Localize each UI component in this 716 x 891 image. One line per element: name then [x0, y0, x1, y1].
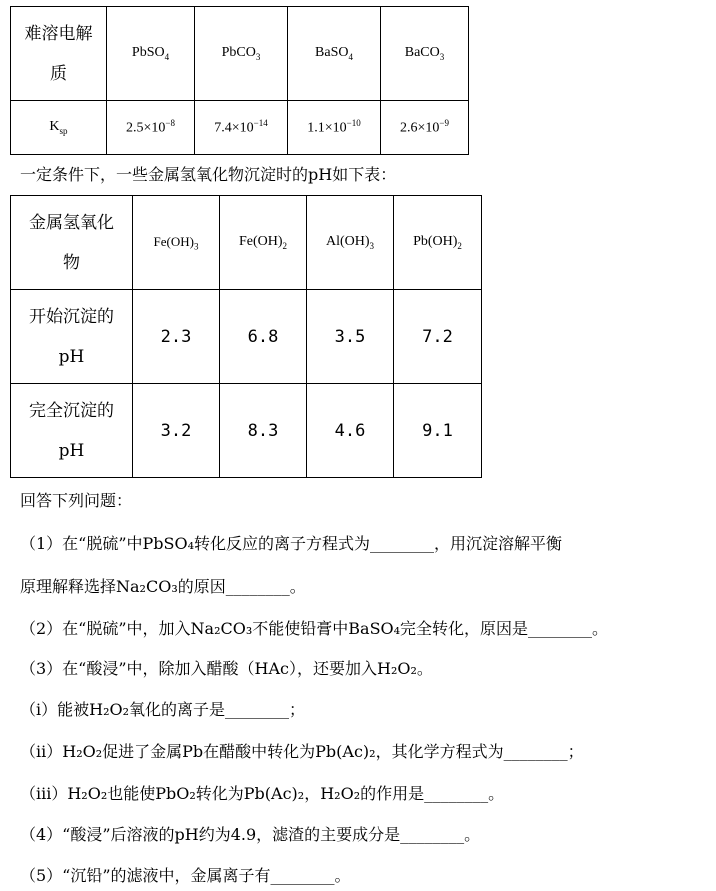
ksp-value-baco3: $2.6\times 10^{-9}$ [381, 101, 469, 155]
hydroxide-header-pboh2: $Pb(OH)_2$ [394, 196, 482, 290]
question-3-ii: （ii）H₂O₂促进了金属Pb在醋酸中转化为Pb(Ac)₂，其化学方程式为________； [20, 742, 584, 761]
complete-value-feoh2: 8.3 [220, 384, 307, 478]
question-2: （2）在“脱硫”中，加入Na₂CO₃不能使铅膏中BaSO₄完全转化，原因是________。 [20, 619, 609, 638]
start-value-aloh3: 3.5 [307, 290, 394, 384]
ksp-value-baso4: $1.1\times 10^{-10}$ [288, 101, 381, 155]
ksp-header-pbso4: PbSO$_4$ [107, 7, 195, 101]
ksp-row-label: $K_{sp}$ [11, 101, 107, 155]
ksp-value-pbso4: $2.5\times 10^{-8}$ [107, 101, 195, 155]
start-value-feoh2: 6.8 [220, 290, 307, 384]
complete-value-pboh2: 9.1 [394, 384, 482, 478]
question-1-part-b: 原理解释选择Na₂CO₃的原因________。 [20, 577, 306, 596]
row-label-start [11, 290, 133, 384]
ksp-corner-label: 难溶电解质 [24, 23, 93, 84]
ksp-header-pbco3: PbCO$_3$ [195, 7, 288, 101]
start-value-pboh2: 7.2 [394, 290, 482, 384]
hydroxide-corner-label: 金属氢氧化物 [29, 212, 114, 273]
ksp-table-corner [11, 7, 107, 101]
start-precip-label: 开始沉淀的pH [29, 306, 114, 367]
question-3-i: （i）能被H₂O₂氧化的离子是________； [20, 700, 306, 719]
ksp-header-baso4: BaSO$_4$ [288, 7, 381, 101]
complete-value-aloh3: 4.6 [307, 384, 394, 478]
complete-precip-label: 完全沉淀的pH [29, 400, 114, 461]
ksp-header-baco3: BaCO$_3$ [381, 7, 469, 101]
start-value-feoh3: 2.3 [133, 290, 220, 384]
questions-heading: 回答下列问题： [20, 491, 133, 510]
question-3-iii: （iii）H₂O₂也能使PbO₂转化为Pb(Ac)₂，H₂O₂的作用是________。 [20, 784, 505, 803]
hydroxide-header-feoh2: $Fe(OH)_2$ [220, 196, 307, 290]
intro-text: 一定条件下，一些金属氢氧化物沉淀时的pH如下表： [20, 165, 397, 184]
hydroxide-table-corner [11, 196, 133, 290]
ksp-value-pbco3: $7.4\times 10^{-14}$ [195, 101, 288, 155]
question-1-part-a: （1）在“脱硫”中PbSO₄转化反应的离子方程式为________，用沉淀溶解平衡 [20, 534, 563, 553]
complete-value-feoh3: 3.2 [133, 384, 220, 478]
question-5: （5）“沉铅”的滤液中，金属离子有________。 [20, 866, 351, 885]
hydroxide-header-feoh3: $Fe(OH)_3$ [133, 196, 220, 290]
row-label-complete [11, 384, 133, 478]
hydroxide-header-aloh3: $Al(OH)_3$ [307, 196, 394, 290]
question-4: （4）“酸浸”后溶液的pH约为4.9，滤渣的主要成分是________。 [20, 825, 481, 844]
question-3: （3）在“酸浸”中，除加入醋酸（HAc），还要加入H₂O₂。 [20, 659, 433, 678]
ksp-table [10, 6, 469, 155]
hydroxide-table [10, 195, 482, 478]
